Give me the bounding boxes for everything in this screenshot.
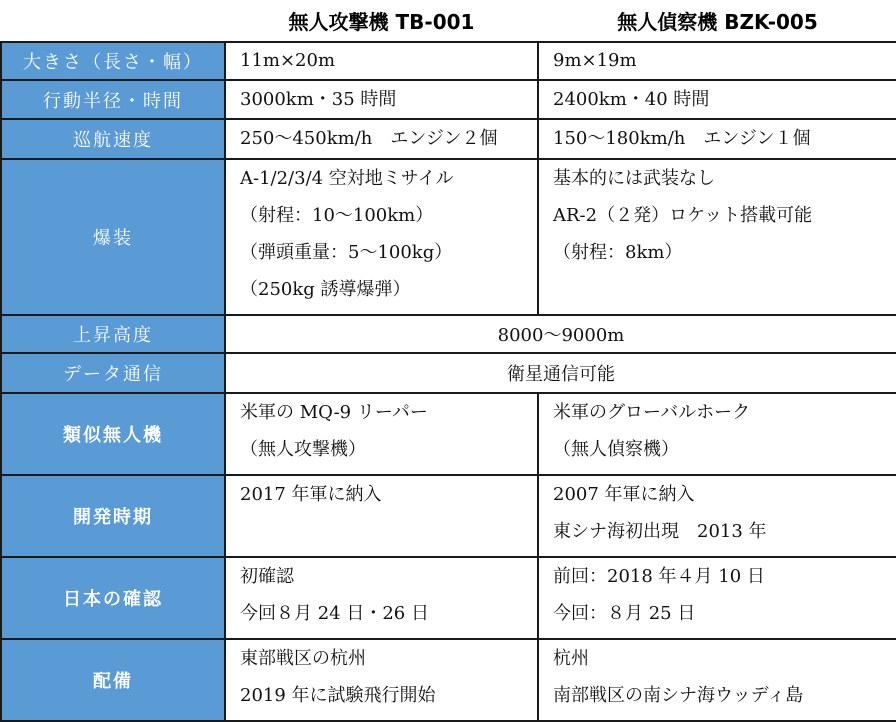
- cell-line: 東部戦区の杭州: [240, 648, 366, 669]
- label-range: 行動半径・時間: [1, 80, 225, 119]
- label-dev: 開発時期: [1, 475, 225, 557]
- label-size: 大きさ（長さ・幅）: [1, 42, 225, 80]
- cell-line: 米軍の MQ-9 リーパー: [240, 402, 428, 423]
- cell-line: （無人攻撃機）: [240, 439, 366, 460]
- cell-line: 杭州: [553, 648, 589, 669]
- header-blank-cell: [1, 0, 225, 42]
- label-datalink: データ通信: [1, 353, 225, 393]
- cell-line: 9m×19m: [553, 50, 637, 71]
- cell-line: 150～180km/h エンジン１個: [553, 128, 811, 149]
- row-altitude: [1, 315, 896, 353]
- cell-tb001-speed: [225, 119, 538, 159]
- row-similar: [1, 393, 896, 475]
- cell-line: 東シナ海初出現 2013 年: [553, 521, 767, 542]
- row-deploy: [1, 639, 896, 721]
- label-deploy: 配備: [1, 639, 225, 721]
- row-dev: [1, 475, 896, 557]
- cell-line: 前回：2018 年４月 10 日: [553, 566, 765, 587]
- header-bzk005: 無人偵察機 BZK-005: [538, 0, 896, 42]
- cell-tb001-japan: [225, 557, 538, 639]
- header-row: [1, 0, 896, 42]
- cell-line: 11m×20m: [240, 50, 336, 71]
- cell-line: 2400km・40 時間: [553, 88, 710, 110]
- label-speed: 巡航速度: [1, 119, 225, 159]
- cell-line: （無人偵察機）: [553, 439, 679, 460]
- header-tb001: 無人攻撃機 TB-001: [225, 0, 538, 42]
- row-range: [1, 80, 896, 119]
- cell-line: （射程：10～100km）: [240, 205, 434, 226]
- cell-line: （250kg 誘導爆弾）: [240, 279, 411, 300]
- cell-tb001-deploy: [225, 639, 538, 721]
- label-similar: 類似無人機: [1, 393, 225, 475]
- cell-bzk005-payload: [538, 159, 896, 315]
- cell-shared-datalink: 衛星通信可能: [225, 353, 896, 393]
- cell-tb001-size: [225, 42, 538, 80]
- cell-line: 2019 年に試験飛行開始: [240, 685, 436, 706]
- cell-tb001-range: [225, 80, 538, 119]
- cell-tb001-similar: [225, 393, 538, 475]
- cell-bzk005-deploy: [538, 639, 896, 721]
- cell-shared-altitude: 8000～9000m: [225, 315, 896, 353]
- cell-line: 基本的には武装なし: [553, 168, 715, 189]
- label-payload: 爆装: [1, 159, 225, 315]
- cell-line: 南部戦区の南シナ海ウッディ島: [553, 685, 804, 706]
- label-japan: 日本の確認: [1, 557, 225, 639]
- cell-bzk005-speed: [538, 119, 896, 159]
- cell-line: （射程：8km）: [553, 242, 683, 263]
- row-payload: [1, 159, 896, 315]
- row-datalink: [1, 353, 896, 393]
- label-altitude: 上昇高度: [1, 315, 225, 353]
- cell-line: 今回８月 24 日・26 日: [240, 603, 429, 624]
- cell-line: 米軍のグローバルホーク: [553, 402, 751, 423]
- cell-line: 今回：８月 25 日: [553, 603, 696, 624]
- row-japan: [1, 557, 896, 639]
- cell-bzk005-dev: [538, 475, 896, 557]
- cell-bzk005-similar: [538, 393, 896, 475]
- cell-line: 3000km・35 時間: [240, 88, 397, 110]
- cell-line: A-1/2/3/4 空対地ミサイル: [240, 168, 454, 189]
- cell-tb001-payload: [225, 159, 538, 315]
- cell-bzk005-range: [538, 80, 896, 119]
- cell-line: 2007 年軍に納入: [553, 484, 695, 505]
- cell-tb001-dev: [225, 475, 538, 557]
- row-speed: [1, 119, 896, 159]
- cell-line: 初確認: [240, 566, 294, 587]
- cell-line: 250～450km/h エンジン２個: [240, 128, 498, 149]
- row-size: [1, 42, 896, 80]
- cell-bzk005-size: [538, 42, 896, 80]
- cell-line: （弾頭重量：5～100kg）: [240, 242, 453, 263]
- cell-bzk005-japan: [538, 557, 896, 639]
- cell-line: AR-2（２発）ロケット搭載可能: [553, 205, 813, 226]
- cell-line: 2017 年軍に納入: [240, 484, 382, 505]
